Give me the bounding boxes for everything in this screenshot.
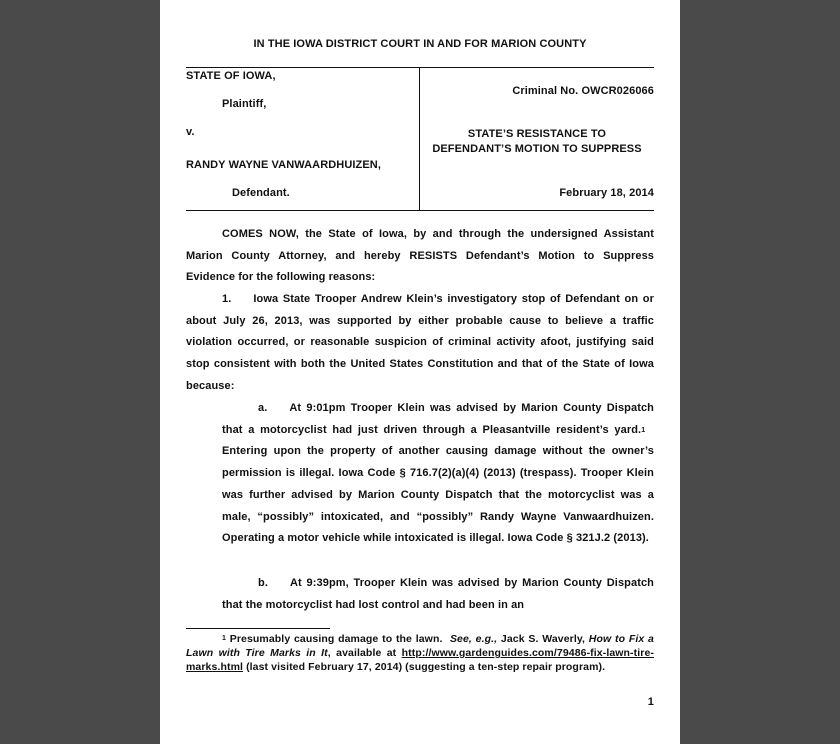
document-title-line1: STATE’S RESISTANCE TO bbox=[467, 128, 607, 140]
footnote-see-eg: See, e.g., bbox=[449, 633, 498, 645]
subparagraph-b-label: b. bbox=[258, 577, 268, 589]
defendant-role: Defendant. bbox=[232, 187, 290, 199]
footnote-text-1: Presumably causing damage to the lawn. bbox=[229, 633, 443, 645]
footnote-ref: 1 bbox=[641, 426, 646, 434]
footnote-text-2: (last visited February 17, 2014) (suggesting a ten-step repair program). bbox=[246, 661, 606, 673]
subparagraph-a-label: a. bbox=[258, 402, 268, 414]
caption-top-rule bbox=[186, 67, 654, 68]
subparagraph-a bbox=[222, 398, 654, 550]
plaintiff-name: STATE OF IOWA, bbox=[186, 70, 276, 82]
versus-label: v. bbox=[186, 126, 195, 138]
caption-bottom-rule bbox=[186, 210, 654, 211]
footnote-author: Jack S. Waverly, bbox=[500, 633, 586, 645]
intro-text: COMES NOW, the State of Iowa, by and through the undersigned Assistant Marion County Attorney, and hereby RESISTS Defendant’s Motion to Suppress Evidence for the following reasons: bbox=[186, 228, 654, 284]
court-heading: IN THE IOWA DISTRICT COURT IN AND FOR MARION COUNTY bbox=[253, 38, 587, 50]
page-number: 1 bbox=[647, 696, 654, 708]
case-number: Criminal No. OWCR026066 bbox=[512, 85, 654, 97]
paragraph-1-number: 1. bbox=[222, 293, 232, 305]
subparagraph-b-text: At 9:39pm, Trooper Klein was advised by Marion County Dispatch that the motorcyclist had lost control and had been in an bbox=[222, 577, 654, 611]
document-title-line2: DEFENDANT’S MOTION TO SUPPRESS bbox=[432, 143, 642, 155]
intro-paragraph bbox=[186, 224, 654, 289]
defendant-name: RANDY WAYNE VANWAARDHUIZEN, bbox=[186, 159, 382, 171]
filing-date: February 18, 2014 bbox=[559, 187, 654, 199]
paragraph-1-text: Iowa State Trooper Andrew Klein’s investigatory stop of Defendant on or about July 26, 2013, was supported by either probable cause to believe a traffic violation occurred, or reasonable suspicion of criminal activity afoot, justifying said stop consistent with both the United States Constitution and that of the State of Iowa because: bbox=[186, 293, 654, 392]
document-page bbox=[160, 0, 680, 744]
footnote-article-title: How to Fix a Lawn with Tire Marks in It bbox=[186, 633, 654, 659]
footnote-separator bbox=[186, 628, 330, 629]
footnote-number: 1 bbox=[222, 635, 226, 642]
subparagraph-a-text-1: At 9:01pm Trooper Klein was advised by Marion County Dispatch that a motorcyclist had just driven through a Pleasantville resident’s yard. bbox=[222, 402, 654, 436]
subparagraph-a-text-2: Entering upon the property of another causing damage without the owner’s permission is illegal. Iowa Code § 716.7(2)(a)(4) (2013) (trespass). Trooper Klein was further advised by Marion County Dispatch that the motorcyclist was a male, “possibly” intoxicated, and “possibly” Randy Wayne Vanwaardhuizen. Operating a motor vehicle while intoxicated is illegal. Iowa Code § 321J.2 (2013). bbox=[222, 445, 654, 545]
footnote-available-at: , available at bbox=[327, 647, 397, 659]
footnote bbox=[186, 632, 654, 674]
paragraph-1 bbox=[186, 289, 654, 398]
footnote-url-link[interactable]: http://www.gardenguides.com/79486-fix-lawn-tire-marks.html bbox=[186, 647, 654, 673]
plaintiff-role: Plaintiff, bbox=[222, 98, 267, 110]
subparagraph-b bbox=[222, 573, 654, 616]
